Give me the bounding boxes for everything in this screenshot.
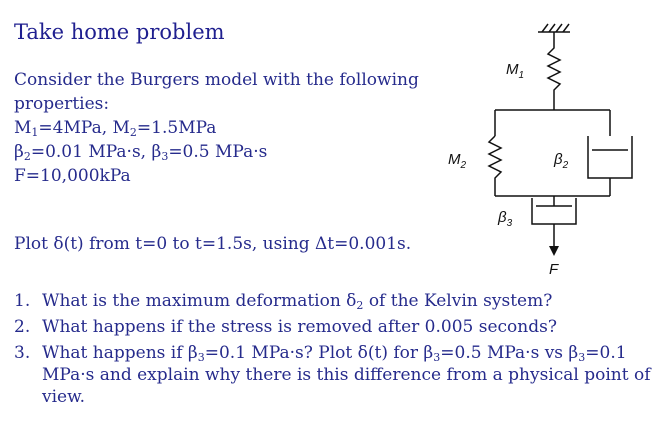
- properties-force: F=10,000kPa: [14, 166, 131, 186]
- intro-line-1: Consider the Burgers model with the following: [14, 70, 419, 90]
- question-text: What is the maximum deformation $\delta_2$ of the Kelvin system?: [42, 291, 553, 312]
- question-number: 3.: [14, 343, 31, 363]
- slide-title: Take home problem: [14, 20, 225, 44]
- label-b2: $\beta_2$: [554, 151, 569, 171]
- spring-m1: [548, 32, 560, 110]
- force-arrow-icon: [549, 246, 559, 256]
- label-m1: $M_1$: [506, 61, 525, 81]
- properties-moduli: $M_1=4MPa$, $M_2=1.5MPa$: [14, 118, 217, 139]
- properties-viscosities: $\beta_2=0.01$ MPa·s, $\beta_3=0.5$ MPa·s: [14, 142, 268, 163]
- dashpot-b2-cylinder: [588, 136, 632, 178]
- plot-instruction: Plot δ(t) from t=0 to t=1.5s, using Δt=0.001s.: [14, 234, 412, 254]
- problem-statement: [14, 68, 419, 188]
- label-m2: $M_2$: [448, 151, 467, 171]
- label-force: F: [549, 261, 559, 278]
- question-text: What happens if $\beta_3=0.1$ MPa·s? Plot δ(t) for $\beta_3=0.5$ MPa·s vs $\beta_3=0.1$ MPa·s and explain why there is this difference from a physical point of view.: [42, 343, 651, 407]
- burgers-model-diagram: [440, 18, 650, 283]
- spring-m2: [489, 136, 501, 196]
- question-number: 1.: [14, 291, 31, 311]
- question-number: 2.: [14, 317, 31, 337]
- question-text: What happens if the stress is removed after 0.005 seconds?: [42, 317, 557, 337]
- label-b3: $\beta_3$: [498, 209, 513, 229]
- intro-line-2: properties:: [14, 94, 110, 114]
